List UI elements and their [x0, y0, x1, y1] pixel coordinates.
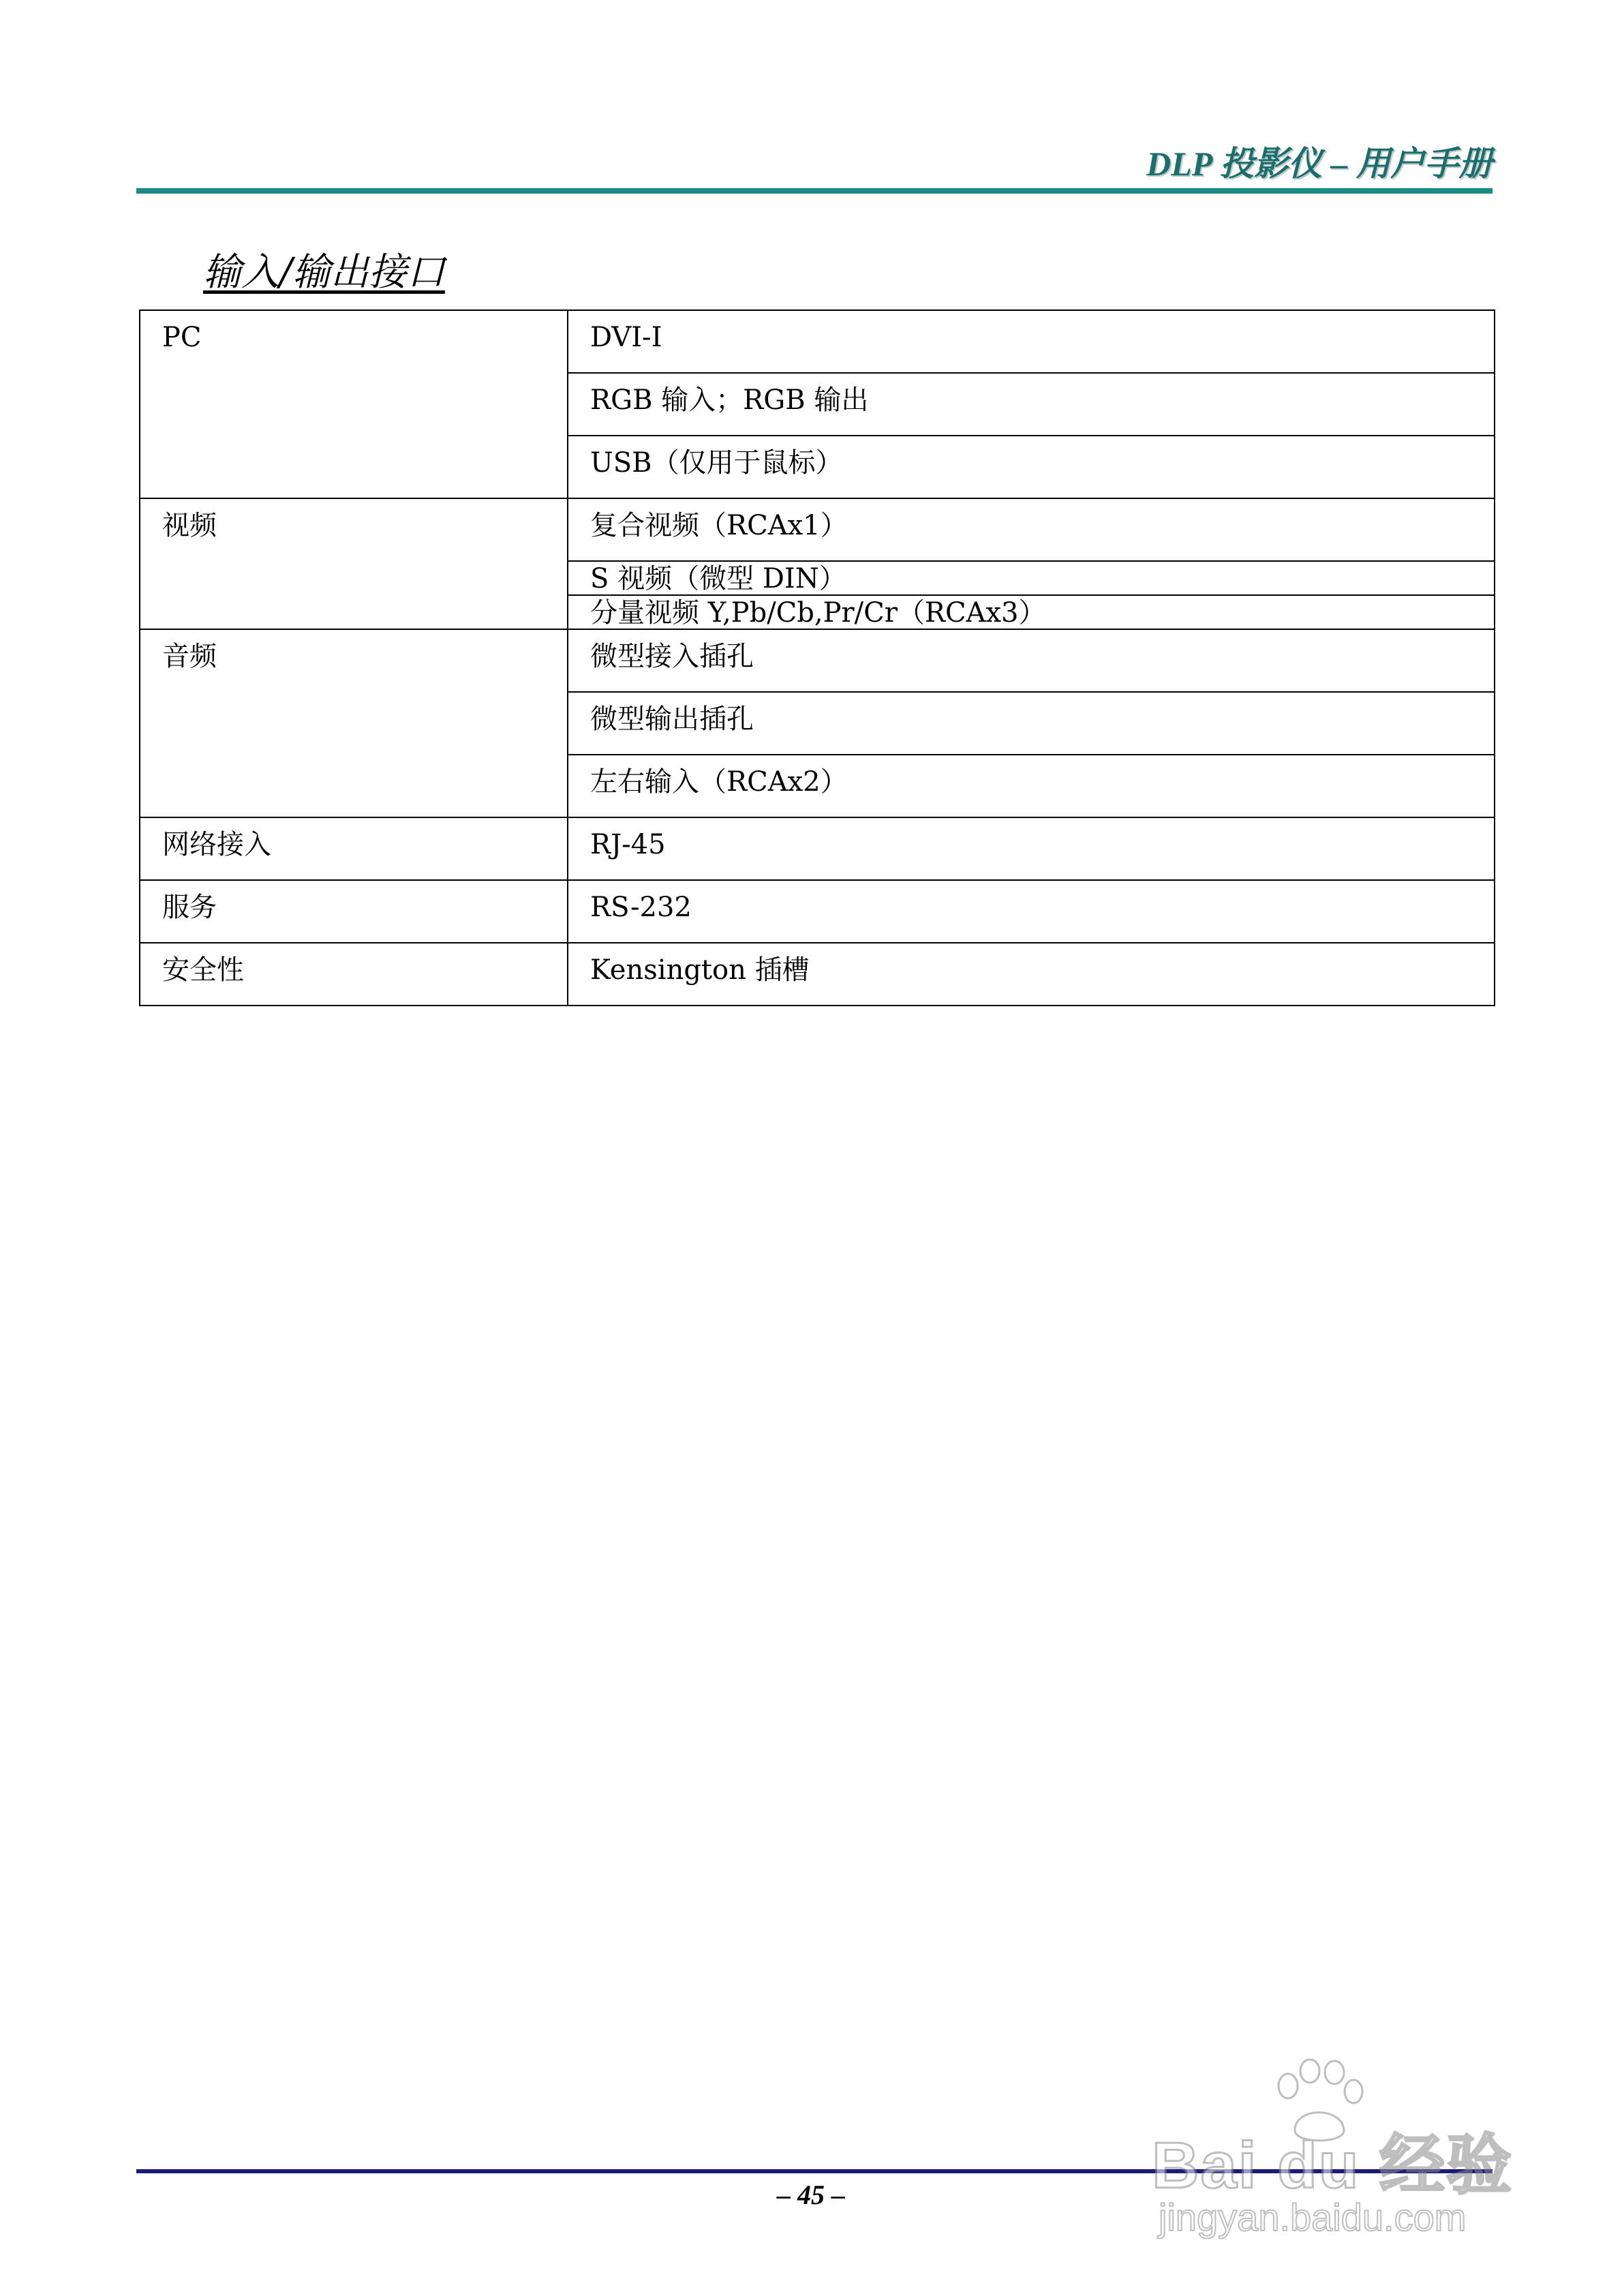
page-number: – 45 – — [777, 2179, 845, 2210]
table-row — [140, 817, 1495, 880]
baidu-watermark — [1152, 2059, 1533, 2263]
section-title: 输入/输出接口 — [203, 250, 445, 294]
category-audio: 音频 — [140, 629, 568, 817]
video-item-component: 分量视频 Y,Pb/Cb,Pr/Cr（RCAx3） — [568, 595, 1495, 629]
video-item-composite: 复合视频（RCAx1） — [568, 498, 1495, 561]
audio-item-mini-in: 微型接入插孔 — [568, 629, 1495, 692]
pc-item-rgb: RGB 输入；RGB 输出 — [568, 373, 1495, 436]
watermark-brand: Bai du 经验 — [1152, 2129, 1514, 2202]
header-title: DLP 投影仪 – 用户手册 — [1146, 145, 1493, 183]
table-row — [140, 943, 1495, 1006]
network-value: RJ-45 — [568, 817, 1495, 880]
pc-item-usb: USB（仅用于鼠标） — [568, 436, 1495, 498]
service-value: RS-232 — [568, 880, 1495, 943]
security-value: Kensington 插槽 — [568, 943, 1495, 1006]
category-pc: PC — [140, 310, 568, 498]
audio-item-mini-out: 微型输出插孔 — [568, 692, 1495, 755]
watermark-url: jingyan.baidu.com — [1159, 2196, 1467, 2239]
table-row — [140, 880, 1495, 943]
video-item-svideo: S 视频（微型 DIN） — [568, 561, 1495, 595]
table-row — [140, 310, 1495, 373]
category-service: 服务 — [140, 880, 568, 943]
audio-item-lr-in: 左右输入（RCAx2） — [568, 755, 1495, 817]
table-row — [140, 498, 1495, 561]
pc-item-dvi: DVI-I — [568, 310, 1495, 373]
table-row — [140, 629, 1495, 692]
category-network: 网络接入 — [140, 817, 568, 880]
category-security: 安全性 — [140, 943, 568, 1006]
category-video: 视频 — [140, 498, 568, 629]
io-interface-table — [139, 309, 1495, 1006]
header-rule — [136, 188, 1493, 194]
